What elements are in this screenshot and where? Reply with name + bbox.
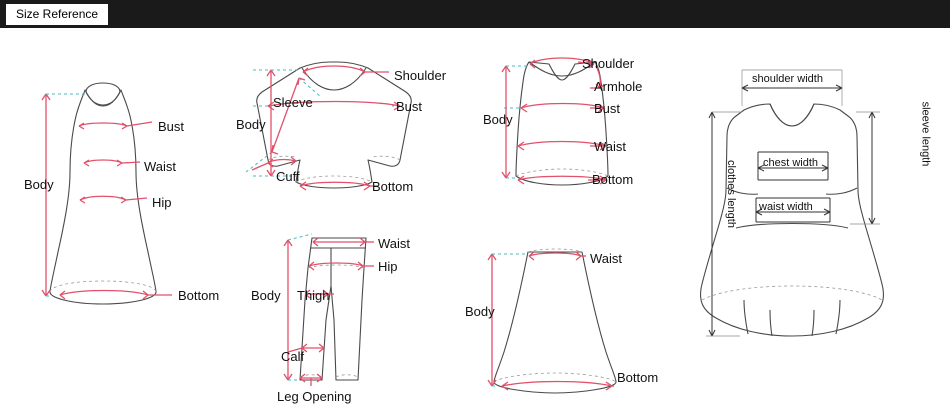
skirt-label-waist: Waist xyxy=(590,251,623,266)
sweater-label-bottom: Bottom xyxy=(372,179,414,194)
pants-label-body: Body xyxy=(251,288,281,303)
dress-label-hip: Hip xyxy=(152,195,172,210)
pants-label-thigh: Thigh xyxy=(297,288,330,303)
figure-tank xyxy=(502,58,608,185)
dress-label-bottom: Bottom xyxy=(178,288,220,303)
figure-sweater xyxy=(246,62,411,190)
pants-label-leg-opening: Leg Opening xyxy=(277,389,352,404)
sweater-label-body: Body xyxy=(236,117,266,132)
sweater-label-shoulder: Shoulder xyxy=(394,68,447,83)
detail-label-sleeve-length: sleeve length xyxy=(919,101,932,167)
detail-label-clothes-length: clothes length xyxy=(724,160,737,228)
dress-label-bust: Bust xyxy=(158,119,185,134)
pants-label-calf: Calf xyxy=(281,349,305,364)
figure-skirt xyxy=(488,249,616,393)
figure-dress xyxy=(42,83,172,304)
tank-label-body: Body xyxy=(483,112,513,127)
pants-label-waist: Waist xyxy=(378,236,411,251)
tank-label-bottom: Bottom xyxy=(592,172,634,187)
skirt-label-bottom: Bottom xyxy=(617,370,659,385)
tank-label-bust: Bust xyxy=(594,101,621,116)
sweater-label-bust: Bust xyxy=(396,99,423,114)
pants-label-hip: Hip xyxy=(378,259,398,274)
detail-label-waist-width: waist width xyxy=(759,201,813,213)
sweater-label-sleeve: Sleeve xyxy=(273,95,313,110)
skirt-label-body: Body xyxy=(465,304,495,319)
sweater-label-cuff: Cuff xyxy=(276,169,300,184)
tank-label-armhole: Armhole xyxy=(594,79,643,94)
detail-label-chest-width: chest width xyxy=(763,157,819,169)
tank-label-shoulder: Shoulder xyxy=(582,56,635,71)
detail-label-shoulder-width: shoulder width xyxy=(752,73,823,85)
tank-label-waist: Waist xyxy=(594,139,627,154)
dress-label-body: Body xyxy=(24,177,54,192)
header-tab-label: Size Reference xyxy=(6,4,108,25)
dress-label-waist: Waist xyxy=(144,159,177,174)
